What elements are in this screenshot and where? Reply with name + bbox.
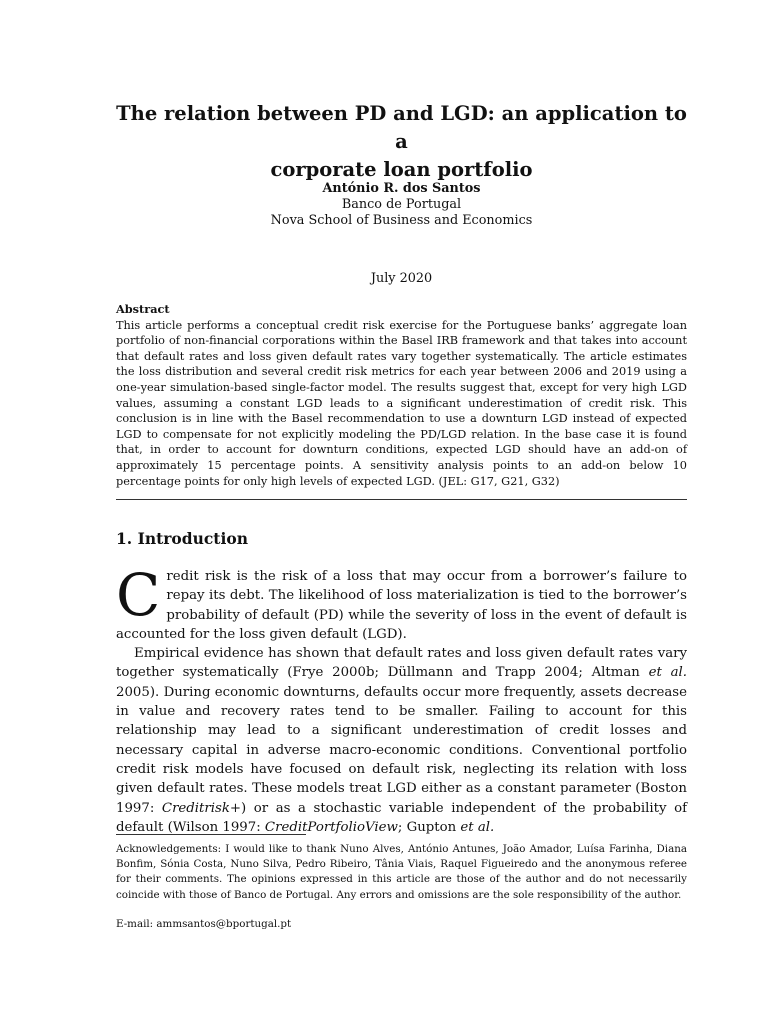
footnote-acknowledgements: Acknowledgements: I would like to thank Nuno Alves, António Antunes, João Amador, Luísa Farinha, Diana Bonfim, Sónia Costa, Nuno Silva, Pedro Ribeiro, Tânia Viais, Raquel Figueiredo and the anonymous referee for their comments. The opinions expressed in this article are those of the author and do not necessarily coincide with those of Banco de Portugal. Any errors and omissions are the sole responsibility of the author. bbox=[116, 843, 687, 901]
title-line-1: The relation between PD and LGD: an application to a bbox=[116, 102, 687, 153]
paragraph-2-text-a: Empirical evidence has shown that default rates and loss given default rates vary together systematically (Frye 2000b; Düllmann and Trapp 2004; Altman bbox=[116, 646, 687, 681]
footnote-divider bbox=[116, 834, 306, 835]
author-name: António R. dos Santos bbox=[322, 181, 481, 196]
author-affiliation-1: Banco de Portugal bbox=[341, 197, 462, 212]
paragraph-2 bbox=[116, 644, 687, 837]
paragraph-2-text-c: ) or as a stochastic variable independent of the probability of default (Wilson 1997: bbox=[116, 800, 687, 835]
paragraph-2-text-d: ; Gupton bbox=[397, 819, 461, 835]
title-line-2: corporate loan portfolio bbox=[270, 158, 533, 181]
author-affiliation-2: Nova School of Business and Economics bbox=[270, 213, 533, 228]
author-email: E-mail: ammsantos@bportugal.pt bbox=[116, 918, 292, 930]
section-heading: 1. Introduction bbox=[116, 529, 248, 548]
author-block bbox=[116, 181, 687, 229]
drop-cap: C bbox=[116, 561, 161, 629]
paragraph-2-text-b: 2005). During economic downturns, defaults occur more frequently, assets decrease in value and recovery rates tend to be smaller. Failing to account for this relationship may lead to a significant underestimation of credit losses and necessary capital in adverse macro-economic conditions. Conventional portfolio credit risk models have focused on default risk, neglecting its relation with loss given default rates. These models treat LGD either as a constant parameter (Boston 1997: bbox=[116, 684, 687, 816]
italic-et-al-1: et al. bbox=[648, 665, 687, 681]
italic-et-al-2: et al. bbox=[460, 819, 495, 835]
abstract-label: Abstract bbox=[116, 302, 170, 316]
paper-page bbox=[116, 0, 687, 1024]
italic-creditrisk: Creditrisk+ bbox=[161, 800, 242, 816]
section-body bbox=[116, 561, 687, 837]
paper-title bbox=[116, 100, 687, 184]
italic-creditportfolioview: CreditPortfolioView bbox=[264, 819, 398, 835]
abstract-divider bbox=[116, 499, 687, 500]
paragraph-1 bbox=[116, 561, 687, 644]
paragraph-1-text: redit risk is the risk of a loss that may occur from a borrower’s failure to repay its debt. The likelihood of loss materialization is tied to the borrower’s probability of default (PD) while the severity of loss in the event of default is accounted for the loss given default (LGD). bbox=[116, 569, 687, 642]
abstract bbox=[116, 302, 687, 489]
publication-date: July 2020 bbox=[370, 271, 433, 286]
abstract-text: This article performs a conceptual credit risk exercise for the Portuguese banks’ aggregate loan portfolio of non-financial corporations within the Basel IRB framework and that takes into account that default rates and loss given default rates vary together systematically. The article estimates the loss distribution and several credit risk metrics for each year between 2006 and 2019 using a one-year simulation-based single-factor model. The results suggest that, except for very high LGD values, assuming a constant LGD leads to a significant underestimation of credit risk. This conclusion is in line with the Basel recommendation to use a downturn LGD instead of expected LGD to compensate for not explicitly modeling the PD/LGD relation. In the base case it is found that, in order to account for downturn conditions, expected LGD should have an add-on of approximately 15 percentage points. A sensitivity analysis points to an add-on below 10 percentage points for only high levels of expected LGD. (JEL: G17, G21, G32) bbox=[116, 318, 687, 488]
